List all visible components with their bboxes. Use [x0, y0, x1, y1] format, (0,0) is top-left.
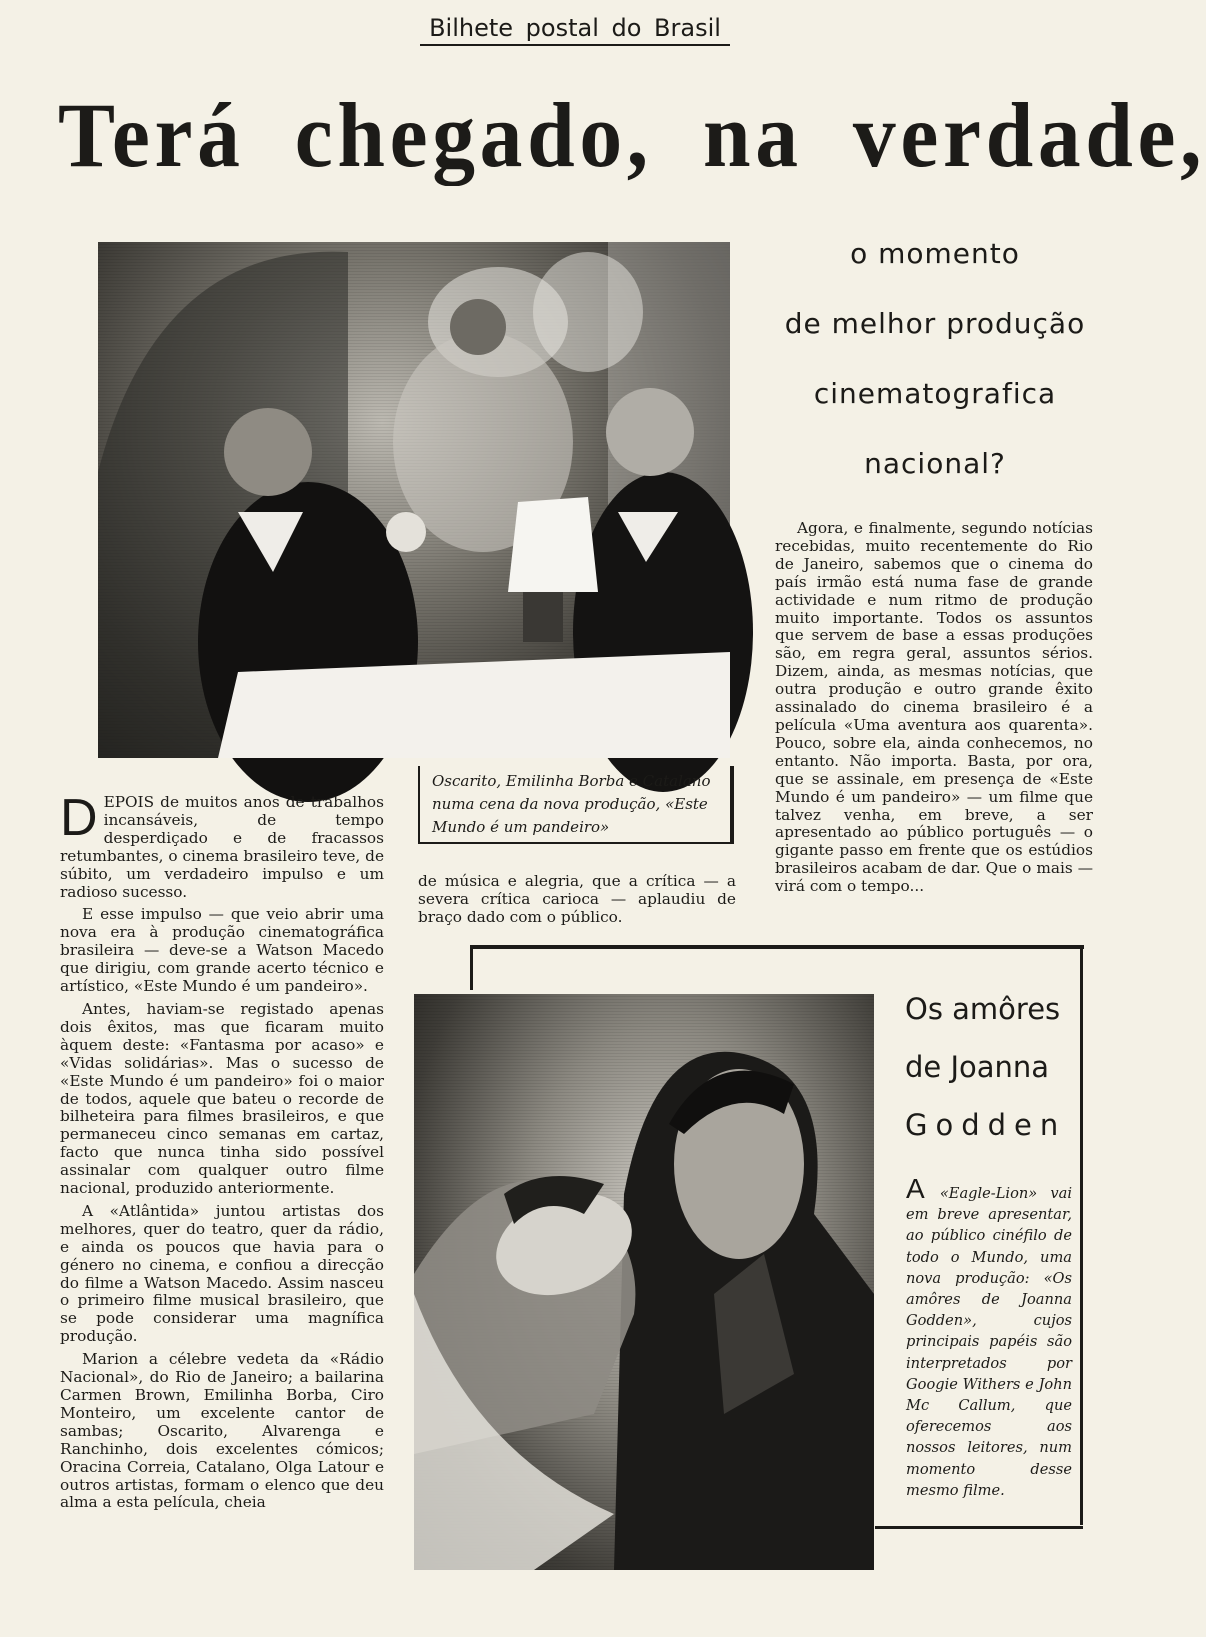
subheadline: [770, 232, 1100, 512]
subhead-line-2: de melhor produção: [784, 307, 1086, 340]
photo-icon: [414, 994, 874, 1570]
box-rule-right: [1080, 945, 1083, 1525]
box-rule-bottom: [875, 1526, 1083, 1529]
paragraph: Antes, haviam-se registado apenas dois êxitos, mas que ficaram muito àquem deste: «Fantasma por acaso» e «Vidas solidárias». Mas o sucesso de «Este Mundo é um pandeiro» foi o maior de todos, aquele que bateu o recorde de bilheteira para filmes brasileiros, e que permaneceu cinco semanas em cartaz, facto que nunca tinha sido possível assinalar com qualquer outro filme nacional, produzido anteriormente.: [60, 999, 384, 1198]
paragraph: de música e alegria, que a crítica — a severa crítica carioca — aplaudiu de braço dado com o público.: [418, 872, 736, 926]
drop-cap: A: [906, 1173, 925, 1204]
film-still-photo-1: [98, 242, 730, 758]
photo-caption: Oscarito, Emilinha Borba e Catalano numa cena da nova produção, «Este Mundo é um pandeiro»: [418, 766, 734, 844]
film-still-photo-2: [414, 994, 874, 1570]
sidebar-title-line-1: Os amôres: [905, 992, 1061, 1026]
section-kicker: Bilhete postal do Brasil: [420, 14, 730, 46]
sidebar-title: [905, 980, 1075, 1154]
box-rule-top: [470, 945, 1084, 949]
sidebar-text: A «Eagle-Lion» vai em breve apresentar, ao público cinéfilo de todo o Mundo, uma nova produção: «Os amôres de Joanna Godden», cujos principais papéis são interpretados por Googie Withers e John Mc Callum, que oferecemos aos nossos leitores, num momento desse mesmo filme.: [906, 1173, 1072, 1499]
sidebar-title-line-2: de Joanna: [905, 1050, 1050, 1084]
sidebar-title-line-3: Godden: [905, 1108, 1067, 1142]
box-rule-left: [470, 945, 473, 990]
paragraph: Marion a célebre vedeta da «Rádio Nacional», do Rio de Janeiro; a bailarina Carmen Brown, Emilinha Borba, Ciro Monteiro, um excelente cantor de sambas; Oscarito, Alvarenga e Ranchinho, dois excelentes cómicos; Oracina Correia, Catalano, Olga Latour e outros artistas, formam o elenco que deu alma a esta película, cheia: [60, 1350, 384, 1512]
drop-cap: D: [60, 789, 98, 847]
paragraph: DEPOIS de muitos anos de trabalhos incansáveis, de tempo desperdiçado e de fracassos retumbantes, o cinema brasileiro teve, de súbito, um verdadeiro impulso e um radioso sucesso.: [60, 789, 384, 901]
paragraph: A «Atlântida» juntou artistas dos melhores, quer do teatro, quer da rádio, e ainda os poucos que havia para o género no cinema, e confiou a direcção do filme a Watson Macedo. Assim nasceu o primeiro filme musical brasileiro, que se pode considerar uma magnífica produção.: [60, 1201, 384, 1346]
subhead-line-1: o momento: [850, 237, 1020, 270]
article-column-middle: [418, 873, 736, 932]
article-column-left: [60, 789, 384, 1517]
paragraph: Agora, e finalmente, segundo notícias recebidas, muito recentemente do Rio de Janeiro, sabemos que o cinema do país irmão está numa fase de grande actividade e num ritmo de produção muito importante. Todos os assuntos que servem de base a essas produções são, em regra geral, assuntos sérios. Dizem, ainda, as mesmas notícias, que outra produção e outro grande êxito assinalado do cinema brasileiro é a película «Uma aventura aos quarenta». Pouco, sobre ela, ainda conhecemos, no entanto. Não importa. Basta, por ora, que se assinale, em presença de «Este Mundo é um pandeiro» — um filme que talvez venha, em breve, a ser apresentado ao público português — o gigante passo em frente que os estúdios brasileiros acabam de dar. Que o mais — virá com o tempo...: [775, 519, 1093, 896]
photo-icon: [98, 242, 730, 758]
subhead-line-4: nacional?: [864, 447, 1006, 480]
headline: Terá chegado, na verdade,: [58, 84, 1206, 186]
subhead-line-3: cinematografica: [813, 377, 1057, 410]
paragraph: E esse impulso — que veio abrir uma nova era à produção cinematográfica brasileira — deve-se a Watson Macedo que dirigiu, com grande acerto técnico e artístico, «Este Mundo é um pandeiro».: [60, 905, 384, 996]
article-column-right: [775, 520, 1093, 901]
